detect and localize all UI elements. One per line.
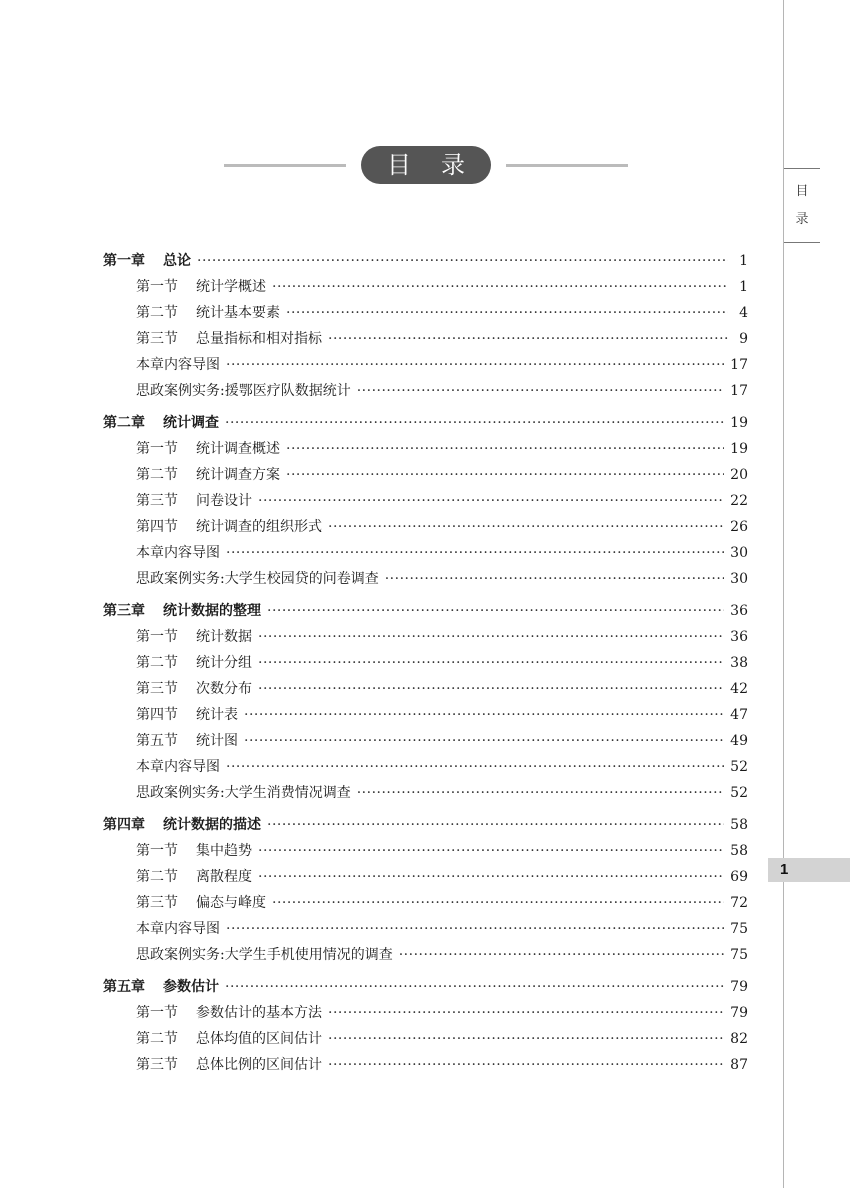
- dot-leader: [258, 864, 724, 890]
- dot-leader: [385, 566, 724, 592]
- toc-entry-title: 统计调查概述: [196, 441, 280, 457]
- toc-section-entry[interactable]: [103, 1000, 748, 1026]
- toc-entry-page: 58: [730, 817, 748, 833]
- toc-section-entry[interactable]: [103, 352, 748, 378]
- toc-entry-title: 本章内容导图: [136, 759, 220, 775]
- toc-entry-number: 第四节: [136, 519, 178, 535]
- side-tab-char: 录: [795, 212, 809, 227]
- toc-entry-number: 第二节: [136, 1031, 178, 1047]
- toc-entry-page: 58: [730, 843, 748, 859]
- toc-section-entry[interactable]: [103, 916, 748, 942]
- toc-entry-page: 75: [730, 921, 748, 937]
- toc-entry-page: 52: [730, 759, 748, 775]
- dot-leader: [286, 462, 724, 488]
- side-tab-bottom-rule: [784, 242, 820, 243]
- dot-leader: [267, 598, 724, 624]
- toc-entry-page: 26: [730, 519, 748, 535]
- toc-section-entry[interactable]: [103, 436, 748, 462]
- toc-entry-title: 思政案例实务:大学生校园贷的问卷调查: [136, 571, 379, 587]
- toc-entry-page: 38: [730, 655, 748, 671]
- dot-leader: [272, 274, 728, 300]
- toc-chapter-entry[interactable]: [103, 974, 748, 1000]
- toc-entry-title: 统计数据的描述: [163, 817, 261, 833]
- toc-entry-title: 统计表: [196, 707, 238, 723]
- toc-entry-page: 79: [730, 1005, 748, 1021]
- toc-entry-title: 统计数据: [196, 629, 252, 645]
- toc-entry-page: 19: [730, 441, 748, 457]
- toc-entry-title: 统计图: [196, 733, 238, 749]
- toc-entry-title: 统计数据的整理: [163, 603, 261, 619]
- dot-leader: [267, 812, 724, 838]
- toc-entry-page: 52: [730, 785, 748, 801]
- toc-entry-title: 次数分布: [196, 681, 252, 697]
- dot-leader: [197, 248, 728, 274]
- toc-entry-page: 1: [739, 279, 748, 295]
- toc-section-entry[interactable]: [103, 780, 748, 806]
- dot-leader: [226, 540, 724, 566]
- side-tab-label: [784, 178, 820, 234]
- toc-entry-number: 第三节: [136, 681, 178, 697]
- toc-entry-page: 42: [730, 681, 748, 697]
- toc-entry-page: 87: [730, 1057, 748, 1073]
- toc-section-entry[interactable]: [103, 488, 748, 514]
- toc-section-entry[interactable]: [103, 838, 748, 864]
- dot-leader: [244, 728, 724, 754]
- toc-entry-number: 第二节: [136, 655, 178, 671]
- toc-entry-page: 30: [730, 571, 748, 587]
- toc-entry-title: 总体均值的区间估计: [196, 1031, 322, 1047]
- toc-entry-page: 4: [739, 305, 748, 321]
- toc-entry-number: 第三节: [136, 1057, 178, 1073]
- toc-section-entry[interactable]: [103, 624, 748, 650]
- toc-entry-number: 第三节: [136, 493, 178, 509]
- toc-entry-title: 偏态与峰度: [196, 895, 266, 911]
- dot-leader: [357, 780, 724, 806]
- toc-entry-page: 36: [730, 603, 748, 619]
- toc-section-entry[interactable]: [103, 326, 748, 352]
- toc-entry-title: 统计基本要素: [196, 305, 280, 321]
- toc-entry-title: 参数估计的基本方法: [196, 1005, 322, 1021]
- dot-leader: [258, 488, 724, 514]
- toc-entry-page: 49: [730, 733, 748, 749]
- dot-leader: [328, 1026, 724, 1052]
- toc-section-entry[interactable]: [103, 728, 748, 754]
- toc-section-entry[interactable]: [103, 650, 748, 676]
- toc-entry-page: 30: [730, 545, 748, 561]
- dot-leader: [357, 378, 724, 404]
- toc-entry-title: 离散程度: [196, 869, 252, 885]
- toc-entry-number: 第二节: [136, 869, 178, 885]
- page-number: 1: [768, 858, 850, 882]
- toc-entry-title: 统计调查: [163, 415, 219, 431]
- title-right-rule: [506, 164, 628, 167]
- toc-entry-number: 第四章: [103, 817, 145, 833]
- title-left-rule: [224, 164, 346, 167]
- dot-leader: [226, 916, 724, 942]
- toc-entry-page: 69: [730, 869, 748, 885]
- dot-leader: [328, 1000, 724, 1026]
- toc-entry-title: 统计分组: [196, 655, 252, 671]
- toc-entry-number: 第三节: [136, 331, 178, 347]
- toc-entry-number: 第二节: [136, 305, 178, 321]
- dot-leader: [226, 754, 724, 780]
- dot-leader: [225, 974, 724, 1000]
- toc-entry-title: 问卷设计: [196, 493, 252, 509]
- toc-entry-title: 总论: [163, 253, 191, 269]
- toc-section-entry[interactable]: [103, 514, 748, 540]
- toc-entry-page: 22: [730, 493, 748, 509]
- dot-leader: [226, 352, 724, 378]
- toc-section-entry[interactable]: [103, 300, 748, 326]
- toc-entry-number: 第一章: [103, 253, 145, 269]
- toc-chapter-entry[interactable]: [103, 248, 748, 274]
- toc-section-entry[interactable]: [103, 462, 748, 488]
- toc-entry-title: 总体比例的区间估计: [196, 1057, 322, 1073]
- toc-entry-page: 1: [739, 253, 748, 269]
- dot-leader: [328, 1052, 724, 1078]
- toc-entry-title: 集中趋势: [196, 843, 252, 859]
- toc-title-banner: [224, 146, 628, 186]
- toc-entry-number: 第二节: [136, 467, 178, 483]
- toc-entry-number: 第一节: [136, 843, 178, 859]
- toc-entry-title: 思政案例实务:大学生消费情况调查: [136, 785, 351, 801]
- toc-chapter-entry[interactable]: [103, 812, 748, 838]
- toc-chapter-entry[interactable]: [103, 598, 748, 624]
- toc-entry-page: 19: [730, 415, 748, 431]
- toc-entry-page: 72: [730, 895, 748, 911]
- toc-section-entry[interactable]: [103, 702, 748, 728]
- toc-entry-number: 第一节: [136, 629, 178, 645]
- toc-entry-page: 82: [730, 1031, 748, 1047]
- dot-leader: [399, 942, 724, 968]
- toc-section-entry[interactable]: [103, 274, 748, 300]
- toc-entry-title: 本章内容导图: [136, 357, 220, 373]
- toc-entry-title: 统计调查方案: [196, 467, 280, 483]
- dot-leader: [328, 326, 728, 352]
- toc-section-entry[interactable]: [103, 942, 748, 968]
- toc-entry-page: 36: [730, 629, 748, 645]
- toc-entry-number: 第一节: [136, 279, 178, 295]
- dot-leader: [244, 702, 724, 728]
- dot-leader: [286, 436, 724, 462]
- dot-leader: [258, 624, 724, 650]
- toc-entry-page: 75: [730, 947, 748, 963]
- toc-chapter-entry[interactable]: [103, 410, 748, 436]
- toc-section-entry[interactable]: [103, 566, 748, 592]
- toc-section-entry[interactable]: [103, 676, 748, 702]
- toc-entry-page: 20: [730, 467, 748, 483]
- toc-entry-title: 统计学概述: [196, 279, 266, 295]
- toc-entry-page: 17: [730, 383, 748, 399]
- toc-entry-number: 第二章: [103, 415, 145, 431]
- toc-section-entry[interactable]: [103, 1026, 748, 1052]
- page-title-text: 目录: [387, 151, 495, 179]
- toc-entry-title: 参数估计: [163, 979, 219, 995]
- toc-section-entry[interactable]: [103, 378, 748, 404]
- toc-entry-title: 总量指标和相对指标: [196, 331, 322, 347]
- dot-leader: [258, 838, 724, 864]
- toc-entry-title: 思政案例实务:援鄂医疗队数据统计: [136, 383, 351, 399]
- toc-section-entry[interactable]: [103, 864, 748, 890]
- side-tab-top-rule: [784, 168, 820, 169]
- toc-entry-page: 17: [730, 357, 748, 373]
- dot-leader: [258, 650, 724, 676]
- toc-entry-title: 本章内容导图: [136, 921, 220, 937]
- dot-leader: [272, 890, 724, 916]
- side-tab-char: 目: [795, 184, 809, 199]
- page-title: [361, 146, 495, 184]
- table-of-contents: [103, 248, 748, 1078]
- toc-entry-number: 第一节: [136, 1005, 178, 1021]
- dot-leader: [328, 514, 724, 540]
- toc-entry-title: 本章内容导图: [136, 545, 220, 561]
- toc-entry-number: 第四节: [136, 707, 178, 723]
- toc-entry-number: 第五章: [103, 979, 145, 995]
- toc-entry-page: 9: [739, 331, 748, 347]
- toc-entry-page: 79: [730, 979, 748, 995]
- dot-leader: [286, 300, 728, 326]
- dot-leader: [225, 410, 724, 436]
- toc-section-entry[interactable]: [103, 754, 748, 780]
- dot-leader: [258, 676, 724, 702]
- toc-entry-title: 思政案例实务:大学生手机使用情况的调查: [136, 947, 393, 963]
- toc-entry-number: 第三节: [136, 895, 178, 911]
- toc-section-entry[interactable]: [103, 1052, 748, 1078]
- toc-section-entry[interactable]: [103, 540, 748, 566]
- toc-section-entry[interactable]: [103, 890, 748, 916]
- toc-entry-number: 第三章: [103, 603, 145, 619]
- toc-entry-number: 第五节: [136, 733, 178, 749]
- toc-entry-page: 47: [730, 707, 748, 723]
- toc-entry-title: 统计调查的组织形式: [196, 519, 322, 535]
- toc-entry-number: 第一节: [136, 441, 178, 457]
